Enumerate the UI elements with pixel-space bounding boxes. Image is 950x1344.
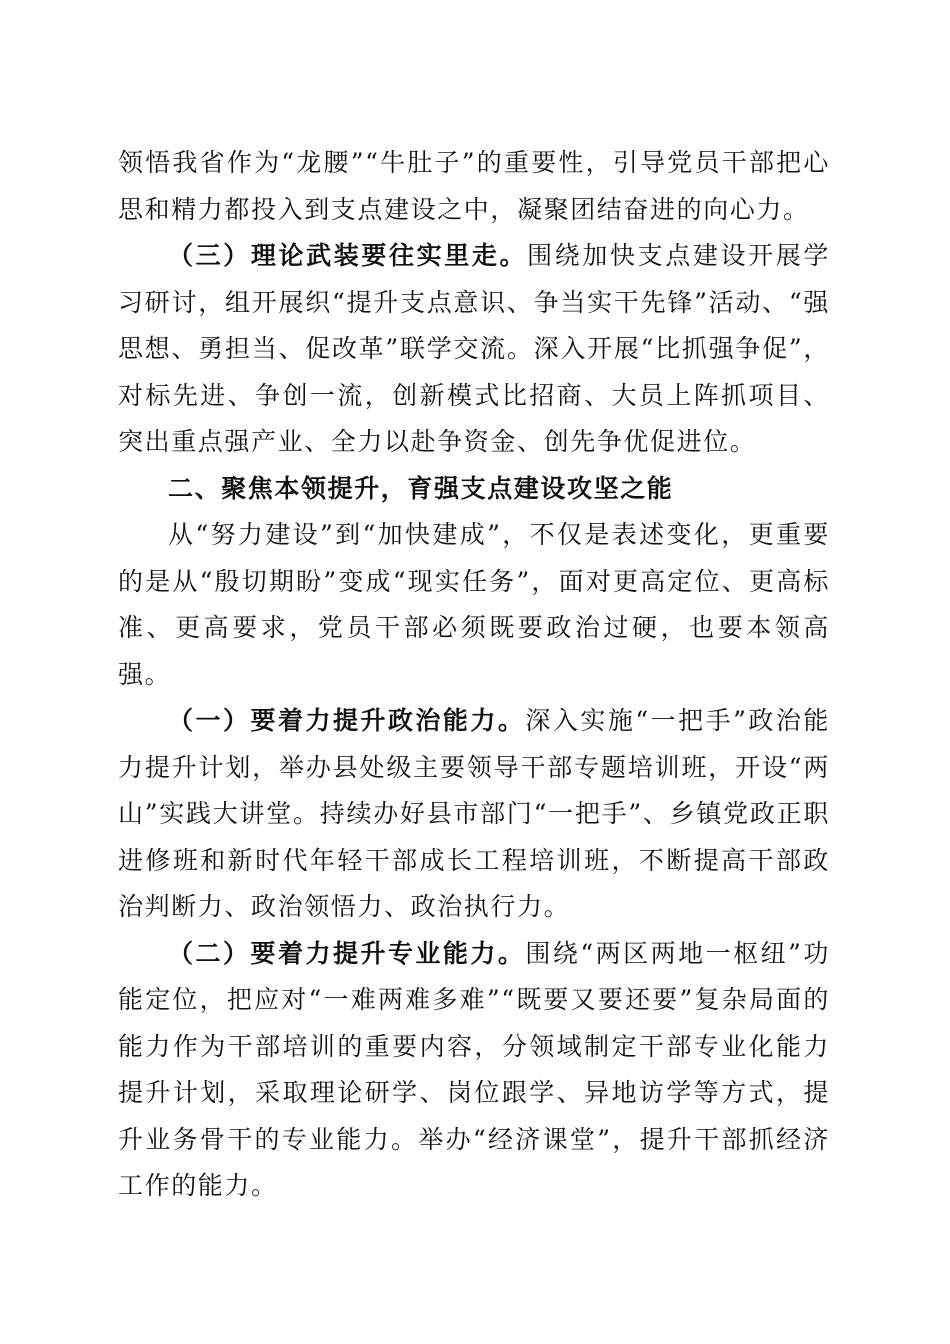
paragraph-section-intro [118,512,830,698]
document-body [118,140,830,1210]
paragraph-text: 领悟我省作为“龙腰”“牛肚子”的重要性，引导党员干部把心思和精力都投入到支点建设之中，凝聚团结奋进的向心力。 [118,148,830,224]
paragraph-professional-ability [118,931,830,1210]
paragraph-text: 深入实施“一把手”政治能力提升计划，举办县处级主要领导干部专题培训班，开设“两山”实践大讲堂。持续办好县市部门“一把手”、乡镇党政正职进修班和新时代年轻干部成长工程培训班，不断提高干部政治判断力、政治领悟力、政治执行力。 [118,706,830,921]
paragraph-lead: （一）要着力提升政治能力。 [168,706,526,735]
paragraph-lead: （二）要着力提升专业能力。 [168,938,526,968]
paragraph-lead: （三）理论武装要往实里走。 [168,241,528,270]
paragraph-text: 围绕“两区两地一枢纽”功能定位，把应对“一难两难多难”“既要又要还要”复杂局面的能力作为干部培训的重要内容，分领域制定干部专业化能力提升计划，采取理论研学、岗位跟学、异地访学等方式，提升业务骨干的专业能力。举办“经济课堂”，提升干部抓经济工作的能力。 [118,938,830,1200]
paragraph-text: 围绕加快支点建设开展学习研讨，组开展织“提升支点意识、争当实干先锋”活动、“强思想、勇担当、促改革”联学交流。深入开展“比抓强争促”，对标先进、争创一流，创新模式比招商、大员上阵抓项目、突出重点强产业、全力以赴争资金、创先争优促进位。 [118,241,830,456]
paragraph-text: 从“努力建设”到“加快建成”，不仅是表述变化，更重要的是从“殷切期盼”变成“现实任务”，面对更高定位、更高标准、更高要求，党员干部必须既要政治过硬，也要本领高强。 [118,520,830,689]
paragraph-political-ability [118,698,830,931]
paragraph-theory-armament [118,233,830,466]
paragraph-continuation [118,140,830,233]
section-heading: 二、聚焦本领提升，育强支点建设攻坚之能 [168,473,674,503]
